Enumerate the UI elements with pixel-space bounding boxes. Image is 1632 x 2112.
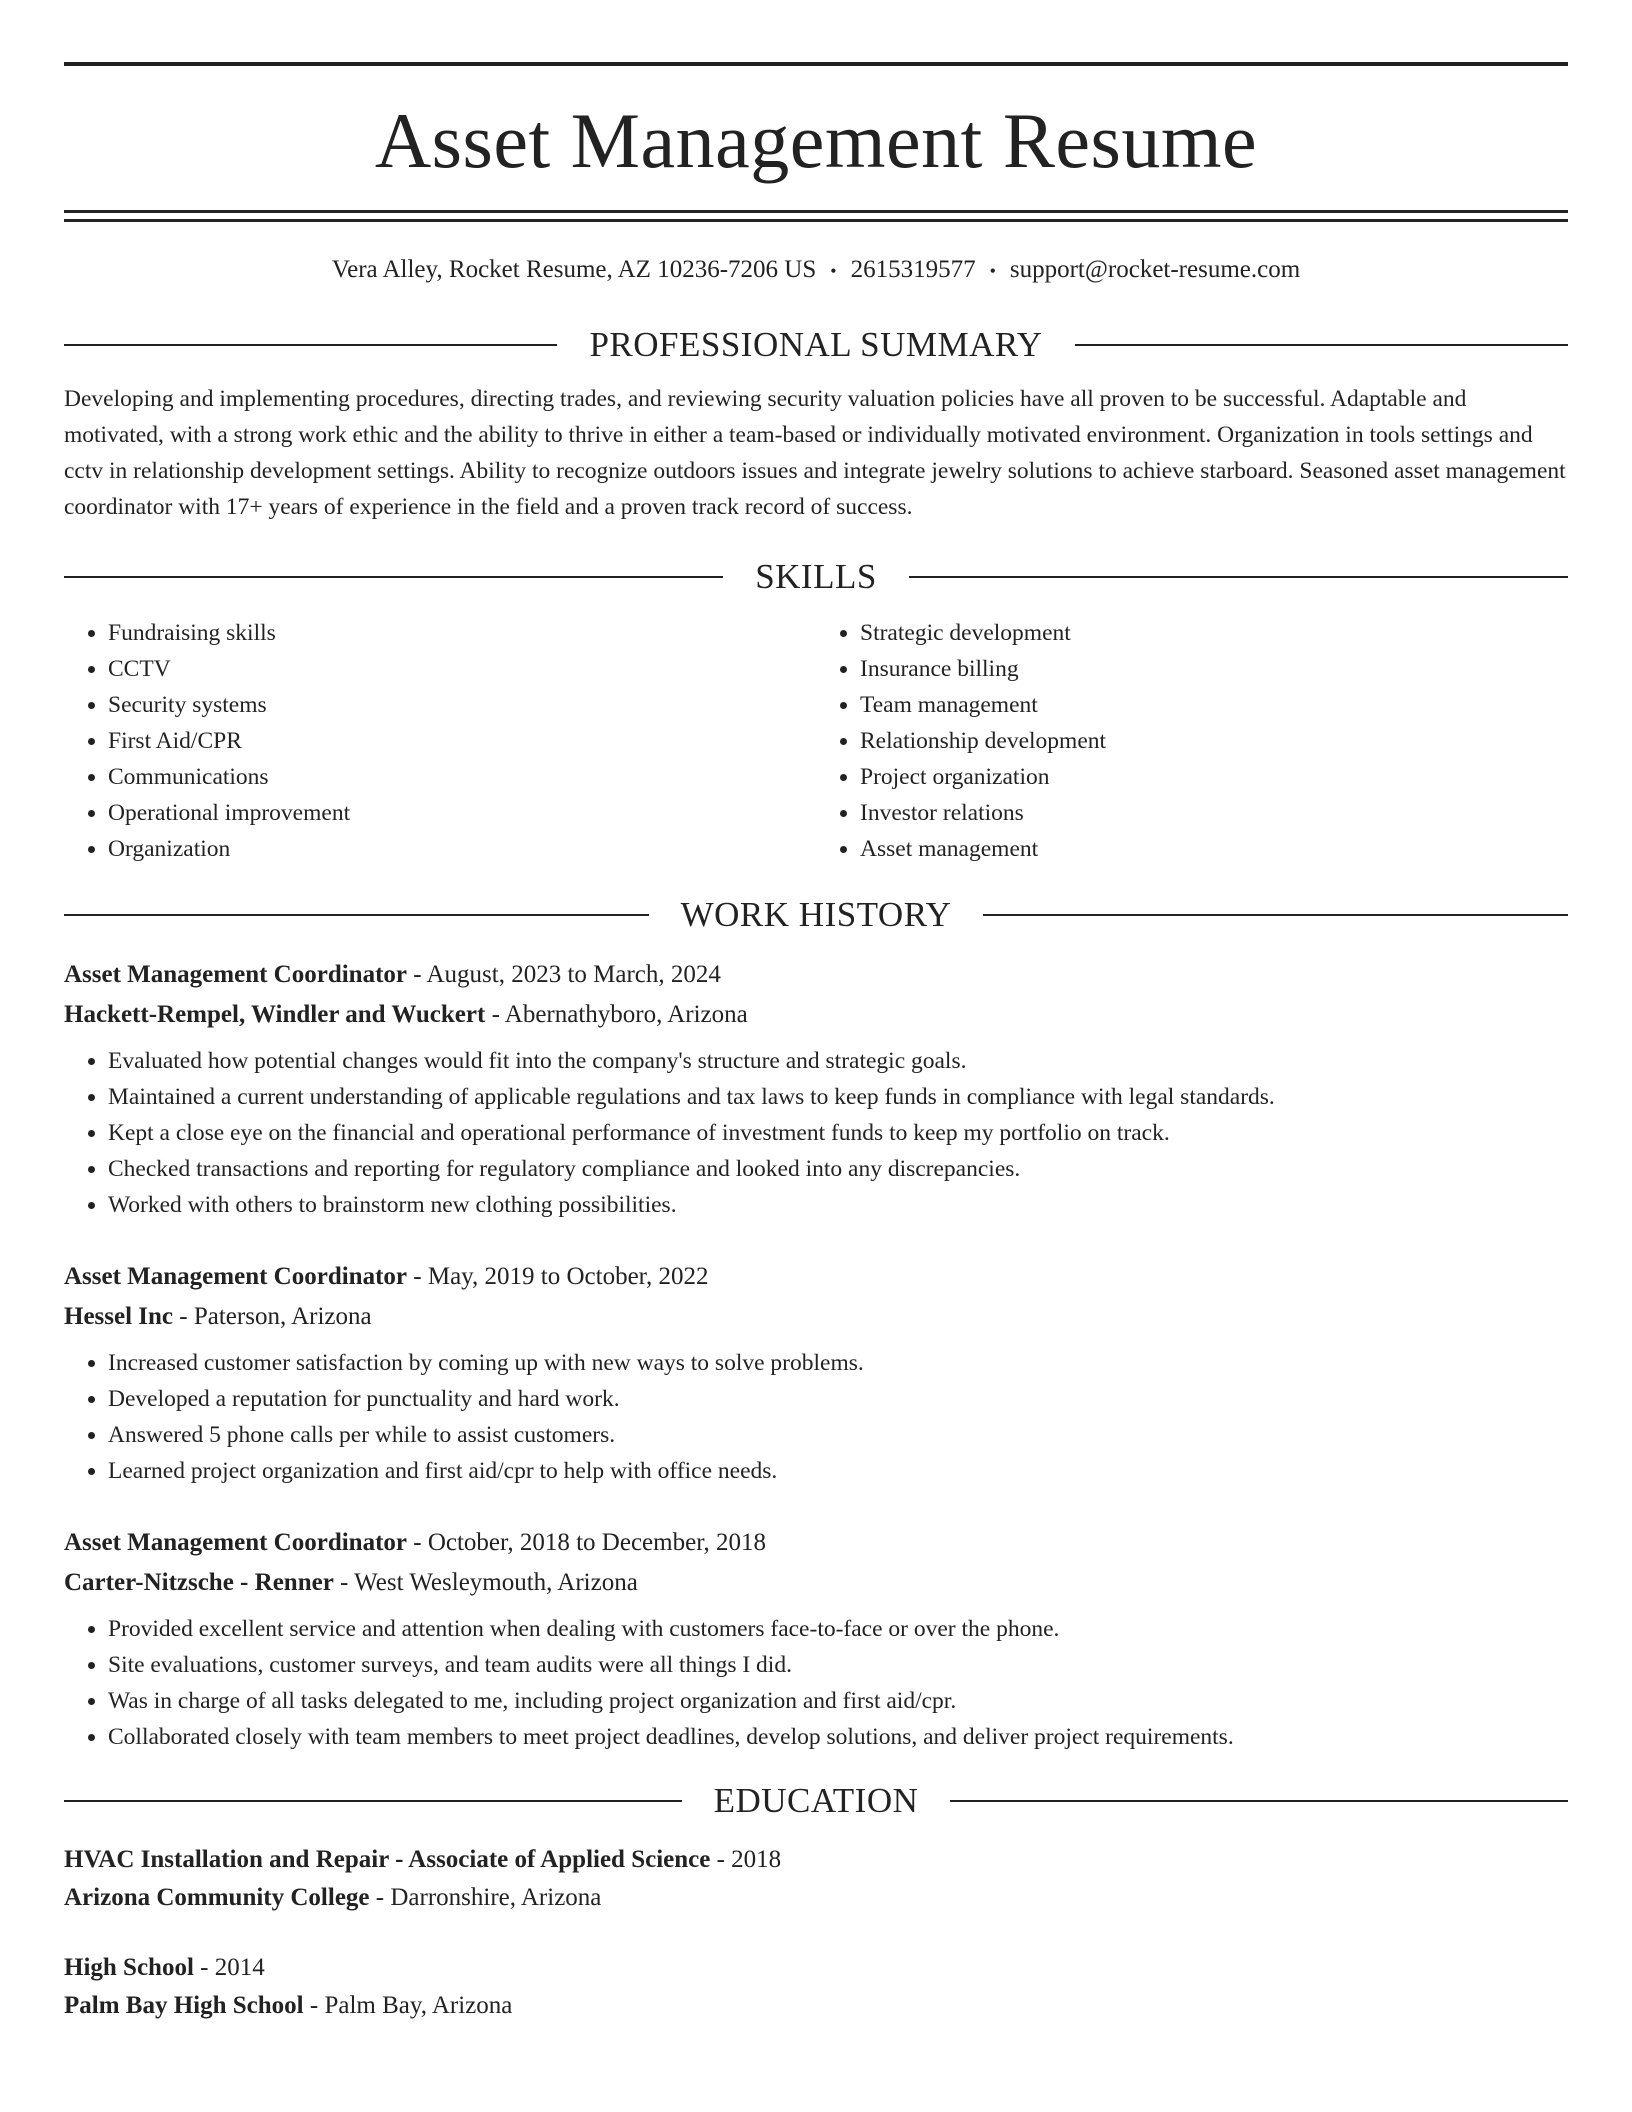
job-dates: - October, 2018 to December, 2018 — [407, 1529, 767, 1557]
education-school: Palm Bay High School — [64, 1992, 304, 2020]
education-degree-line — [64, 1949, 1568, 1987]
job-title: Asset Management Coordinator — [64, 1263, 408, 1291]
summary-text: Developing and implementing procedures, directing trades, and reviewing security valuation policies have all proven to be successful. Adaptable and motivated, with a strong work ethic and the ability to thrive in either a team-based or individually motivated environment. Organization in tools settings and cctv in relationship development settings. Ability to recognize outdoors issues and integrate jewelry solutions to achieve starboard. Seasoned asset management coordinator with 17+ years of experience in the field and a proven track record of success. — [64, 386, 1566, 521]
section-rule — [64, 344, 557, 346]
job-company-line — [64, 1563, 1568, 1603]
education-entry — [64, 1841, 1568, 1917]
skill-item: • Security systems — [108, 687, 816, 723]
skill-item: • CCTV — [108, 651, 816, 687]
contact-line — [64, 254, 1568, 287]
job-bullet: • Collaborated closely with team members to meet project deadlines, develop solutions, and deliver project requirements. — [108, 1719, 1568, 1755]
job-entry — [64, 955, 1568, 1223]
job-bullet: • Learned project organization and first aid/cpr to help with office needs. — [108, 1453, 1568, 1489]
skill-item: • Insurance billing — [860, 651, 1568, 687]
job-title-line — [64, 955, 1568, 995]
education-entry — [64, 1949, 1568, 2025]
job-bullet: • Evaluated how potential changes would fit into the company's structure and strategic goals. — [108, 1043, 1568, 1079]
top-rule — [64, 62, 1568, 66]
job-dates: - May, 2019 to October, 2022 — [407, 1263, 709, 1291]
job-company-line — [64, 995, 1568, 1035]
section-header-education — [64, 1779, 1568, 1823]
job-bullet: • Kept a close eye on the financial and operational performance of investment funds to keep my portfolio on track. — [108, 1115, 1568, 1151]
education-school-line — [64, 1879, 1568, 1917]
bullet-separator: • — [830, 261, 837, 282]
job-company: Carter-Nitzsche - Renner — [64, 1569, 334, 1597]
section-header-skills — [64, 555, 1568, 599]
job-bullet: • Developed a reputation for punctuality and hard work. — [108, 1381, 1568, 1417]
section-rule — [983, 914, 1568, 916]
job-location: - Abernathyboro, Arizona — [485, 1001, 748, 1029]
education-degree: HVAC Installation and Repair - Associate of Applied Science — [64, 1846, 711, 1874]
job-bullet: • Increased customer satisfaction by coming up with new ways to solve problems. — [108, 1345, 1568, 1381]
job-location: - Paterson, Arizona — [173, 1303, 372, 1331]
skill-item: • Communications — [108, 759, 816, 795]
skills-list — [64, 615, 1568, 867]
education-school-line — [64, 1987, 1568, 2025]
education-location: - Darronshire, Arizona — [369, 1884, 602, 1912]
section-rule — [1075, 344, 1568, 346]
education-year: - 2014 — [193, 1954, 265, 1982]
contact-phone: 2615319577 — [850, 256, 976, 283]
skill-item: • Relationship development — [860, 723, 1568, 759]
skill-item: • Team management — [860, 687, 1568, 723]
bullet-separator: • — [989, 261, 996, 282]
job-company: Hackett-Rempel, Windler and Wuckert — [64, 1001, 486, 1029]
section-rule — [64, 576, 723, 578]
title-double-rule — [64, 210, 1568, 222]
job-bullets — [64, 1043, 1568, 1223]
job-title-line — [64, 1257, 1568, 1297]
job-bullet: • Worked with others to brainstorm new clothing possibilities. — [108, 1187, 1568, 1223]
page-title: Asset Management Resume — [374, 97, 1258, 184]
education-degree: High School — [64, 1954, 194, 1982]
job-company-line — [64, 1297, 1568, 1337]
job-company: Hessel Inc — [64, 1303, 174, 1331]
job-bullet: • Site evaluations, customer surveys, and team audits were all things I did. — [108, 1647, 1568, 1683]
skill-item: • Asset management — [860, 831, 1568, 867]
section-header-summary — [64, 323, 1568, 367]
skills-column-right — [816, 615, 1568, 867]
skill-item: • Investor relations — [860, 795, 1568, 831]
job-location: - West Wesleymouth, Arizona — [333, 1569, 638, 1597]
skill-item: • First Aid/CPR — [108, 723, 816, 759]
job-title: Asset Management Coordinator — [64, 961, 408, 989]
section-rule — [950, 1800, 1568, 1802]
education-school: Arizona Community College — [64, 1884, 370, 1912]
section-rule — [909, 576, 1568, 578]
section-rule — [64, 914, 649, 916]
job-dates: - August, 2023 to March, 2024 — [407, 961, 721, 989]
job-bullet: • Was in charge of all tasks delegated to me, including project organization and first aid/cpr. — [108, 1683, 1568, 1719]
section-title: WORK HISTORY — [680, 895, 952, 935]
skill-item: • Project organization — [860, 759, 1568, 795]
job-entry — [64, 1523, 1568, 1755]
skill-item: • Organization — [108, 831, 816, 867]
job-entry — [64, 1257, 1568, 1489]
skills-column-left — [64, 615, 816, 867]
education-year: - 2018 — [710, 1846, 782, 1874]
section-header-work — [64, 893, 1568, 937]
job-bullets — [64, 1345, 1568, 1489]
skill-item: • Fundraising skills — [108, 615, 816, 651]
job-bullets — [64, 1611, 1568, 1755]
education-location: - Palm Bay, Arizona — [303, 1992, 513, 2020]
section-rule — [64, 1800, 682, 1802]
contact-address: Vera Alley, Rocket Resume, AZ 10236-7206 US — [331, 256, 817, 283]
contact-email: support@rocket-resume.com — [1009, 256, 1301, 283]
skill-item: • Strategic development — [860, 615, 1568, 651]
section-title: SKILLS — [755, 557, 877, 597]
job-bullet: • Checked transactions and reporting for regulatory compliance and looked into any discrepancies. — [108, 1151, 1568, 1187]
section-title: EDUCATION — [713, 1781, 919, 1821]
job-title: Asset Management Coordinator — [64, 1529, 408, 1557]
skill-item: • Operational improvement — [108, 795, 816, 831]
section-title: PROFESSIONAL SUMMARY — [589, 325, 1043, 365]
job-bullet: • Answered 5 phone calls per while to assist customers. — [108, 1417, 1568, 1453]
job-bullet: • Maintained a current understanding of applicable regulations and tax laws to keep funds in compliance with legal standards. — [108, 1079, 1568, 1115]
education-degree-line — [64, 1841, 1568, 1879]
job-bullet: • Provided excellent service and attention when dealing with customers face-to-face or over the phone. — [108, 1611, 1568, 1647]
job-title-line — [64, 1523, 1568, 1563]
